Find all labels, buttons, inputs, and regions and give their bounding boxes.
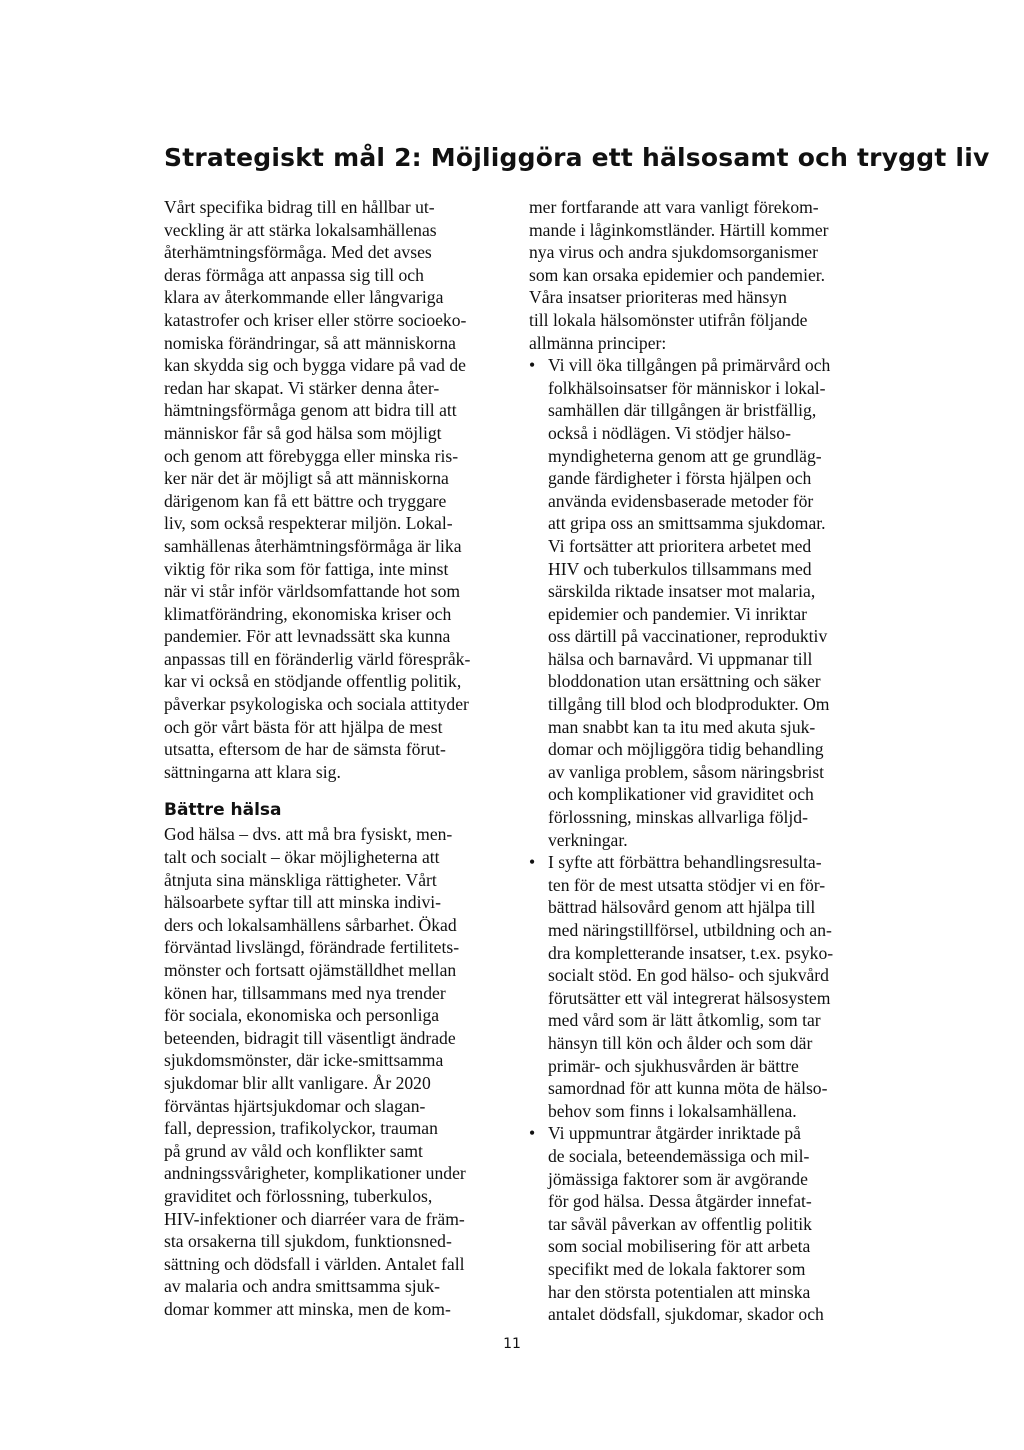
text-line: och komplikationer vid graviditet och [548, 784, 814, 805]
text-line: utsatta, eftersom de har de sämsta förut- [164, 739, 446, 760]
text-line: och gör vårt bästa för att hjälpa de mest [164, 716, 443, 737]
text-line: sta orsakerna till sjukdom, funktionsned- [164, 1231, 452, 1252]
text-line: deras förmåga att anpassa sig till och [164, 264, 424, 285]
text-line: nya virus och andra sjukdomsorganismer [529, 242, 818, 263]
text-line: med näringstillförsel, utbildning och an- [548, 920, 832, 940]
text-line: kar vi också en stödjande offentlig politik, [164, 671, 462, 692]
right-column [529, 196, 869, 1326]
text-line: behov som finns i lokalsamhällena. [548, 1100, 797, 1121]
text-line: förväntad livslängd, förändrade fertilitets- [164, 937, 460, 958]
text-line: på grund av våld och konflikter samt [164, 1140, 423, 1161]
text-line: verkningar. [548, 829, 628, 850]
principles-list [529, 354, 869, 1326]
text-line: ten för de mest utsatta stödjer vi en för- [548, 874, 826, 895]
principle-item-social-factors [529, 1122, 869, 1325]
text-line: mönster och fortsatt ojämställdhet mellan [164, 960, 457, 980]
text-line: nomiska förändringar, så att människorna [164, 332, 456, 353]
text-line: veckling är att stärka lokalsamhällenas [164, 219, 437, 240]
text-line: folkhälsoinsatser för människor i lokal- [548, 377, 826, 398]
text-line: antalet dödsfall, sjukdomar, skador och [548, 1304, 824, 1325]
text-line: när vi står inför världsomfattande hot som [164, 581, 461, 602]
text-line: samordnad för att kunna möta de hälso- [548, 1078, 828, 1099]
text-line: man snabbt kan ta itu med akuta sjuk- [548, 716, 816, 737]
text-line: hälsa och barnavård. Vi uppmanar till [548, 648, 813, 669]
text-line: använda evidensbaserade metoder för [548, 490, 814, 511]
text-line: av vanliga problem, såsom näringsbrist [548, 761, 825, 782]
text-line: Vi fortsätter att prioritera arbetet med [548, 535, 812, 556]
text-line: människor får så god hälsa som möjligt [164, 422, 442, 443]
text-line: • I syfte att förbättra behandlingsresulta- [548, 852, 822, 873]
text-line: domar kommer att minska, men de kom- [164, 1298, 451, 1319]
text-line: de sociala, beteendemässiga och mil- [548, 1145, 810, 1166]
text-line: också i nödlägen. Vi stödjer hälso- [548, 422, 791, 443]
text-line: specifikt med de lokala faktorer som [548, 1258, 806, 1279]
text-line: förutsätter ett väl integrerat hälsosystem [548, 987, 831, 1008]
text-line: redan har skapat. Vi stärker denna åter- [164, 377, 440, 398]
section-subheading: Bättre hälsa [164, 800, 282, 821]
text-line: jömässiga faktorer som är avgörande [548, 1168, 808, 1189]
text-line: för sociala, ekonomiska och personliga [164, 1005, 440, 1026]
text-line: pandemier. För att levnadssätt ska kunna [164, 626, 451, 647]
page-number: 11 [503, 1336, 521, 1352]
text-line: med vård som är lätt åtkomlig, som tar [548, 1010, 821, 1031]
text-line: hämtningsförmåga genom att bidra till att [164, 400, 457, 421]
text-line: domar och möjliggöra tidig behandling [548, 739, 824, 760]
intro-paragraph [164, 196, 514, 783]
text-line: mande i låginkomstländer. Härtill kommer [529, 219, 829, 240]
text-line: sättningarna att klara sig. [164, 761, 341, 782]
text-line: myndigheterna genom att ge grundläg- [548, 445, 822, 466]
text-line: primär- och sjukhusvården är bättre [548, 1055, 799, 1076]
text-line: åtnjuta sina mänskliga rättigheter. Vårt [164, 869, 437, 890]
text-line: beteenden, bidragit till väsentligt ändrade [164, 1027, 456, 1048]
text-line: viktig för rika som för fattiga, inte minst [164, 558, 449, 579]
text-line: socialt stöd. En god hälso- och sjukvård [548, 965, 829, 986]
principle-item-primary-care [529, 354, 869, 851]
text-line: återhämtningsförmåga. Med det avses [164, 242, 432, 263]
text-line: tar såväl påverkan av offentlig politik [548, 1213, 812, 1234]
text-line: katastrofer och kriser eller större socioeko- [164, 309, 467, 330]
text-line: samhällenas återhämtningsförmåga är lika [164, 535, 462, 556]
text-line: hänsyn till kön och ålder och som där [548, 1032, 813, 1053]
text-line: sättning och dödsfall i världen. Antalet fall [164, 1253, 465, 1274]
text-line: som social mobilisering för att arbeta [548, 1236, 811, 1257]
text-line: för god hälsa. Dessa åtgärder innefat- [548, 1191, 812, 1212]
text-line: sjukdomar blir allt vanligare. År 2020 [164, 1072, 431, 1093]
text-line: anpassas till en föränderlig värld förespråk- [164, 648, 471, 669]
text-line: HIV-infektioner och diarréer vara de främ- [164, 1208, 465, 1229]
text-line: Vårt specifika bidrag till en hållbar ut- [164, 197, 435, 217]
text-line: andningssvårigheter, komplikationer under [164, 1163, 466, 1184]
text-line: oss därtill på vaccinationer, reproduktiv [548, 626, 828, 647]
page-heading: Strategiskt mål 2: Möjliggöra ett hälsosamt och tryggt liv [164, 143, 990, 172]
text-line: dra kompletterande insatser, t.ex. psyko- [548, 942, 834, 963]
principle-item-treatment [529, 851, 869, 1122]
text-line: graviditet och förlossning, tuberkulos, [164, 1185, 433, 1206]
text-line: av malaria och andra smittsamma sjuk- [164, 1276, 441, 1297]
text-line: ders och lokalsamhällens sårbarhet. Ökad [164, 914, 457, 935]
text-line: • Vi uppmuntrar åtgärder inriktade på [548, 1123, 801, 1144]
text-line: klara av återkommande eller långvariga [164, 287, 444, 308]
text-line: bloddonation utan ersättning och säker [548, 671, 821, 692]
text-line: könen har, tillsammans med nya trender [164, 982, 446, 1003]
text-line: till lokala hälsomönster utifrån följande [529, 309, 808, 330]
text-line: liv, som också respekterar miljön. Lokal- [164, 513, 453, 534]
text-line: förlossning, minskas allvarliga följd- [548, 807, 808, 828]
text-line: mer fortfarande att vara vanligt förekom- [529, 197, 819, 217]
left-column [164, 196, 514, 1321]
text-line: klimatförändring, ekonomiska kriser och [164, 603, 452, 624]
health-paragraph [164, 823, 514, 1320]
text-line: tillgång till blod och blodprodukter. Om [548, 694, 830, 715]
text-line: kan skydda sig och bygga vidare på vad de [164, 355, 466, 376]
text-line: talt och socialt – ökar möjligheterna att [164, 847, 440, 868]
text-line: hälsoarbete syftar till att minska indivi- [164, 892, 442, 913]
text-line: därigenom kan få ett bättre och tryggare [164, 490, 447, 511]
text-line: och genom att förebygga eller minska ris- [164, 445, 459, 466]
text-line: sjukdomsmönster, där icke-smittsamma [164, 1050, 444, 1071]
continuation-paragraph [529, 196, 869, 354]
text-line: • Vi vill öka tillgången på primärvård och [548, 355, 831, 376]
text-line: gande färdigheter i första hjälpen och [548, 468, 812, 489]
text-line: förväntas hjärtsjukdomar och slagan- [164, 1095, 426, 1116]
text-line: ker när det är möjligt så att människorna [164, 468, 449, 489]
text-line: epidemier och pandemier. Vi inriktar [548, 603, 808, 624]
text-line: har den största potentialen att minska [548, 1281, 811, 1302]
text-line: som kan orsaka epidemier och pandemier. [529, 264, 826, 285]
text-line: särskilda riktade insatser mot malaria, [548, 581, 816, 602]
text-line: allmänna principer: [529, 332, 667, 353]
text-line: fall, depression, trafikolyckor, trauman [164, 1118, 438, 1139]
text-line: samhällen där tillgången är bristfällig, [548, 400, 817, 421]
text-line: God hälsa – dvs. att må bra fysiskt, men- [164, 824, 453, 845]
text-line: påverkar psykologiska och sociala attityder [164, 694, 469, 715]
text-line: bättrad hälsovård genom att hjälpa till [548, 897, 816, 918]
text-line: HIV och tuberkulos tillsammans med [548, 558, 812, 579]
text-line: att gripa oss an smittsamma sjukdomar. [548, 513, 826, 534]
text-line: Våra insatser prioriteras med hänsyn [529, 287, 787, 308]
